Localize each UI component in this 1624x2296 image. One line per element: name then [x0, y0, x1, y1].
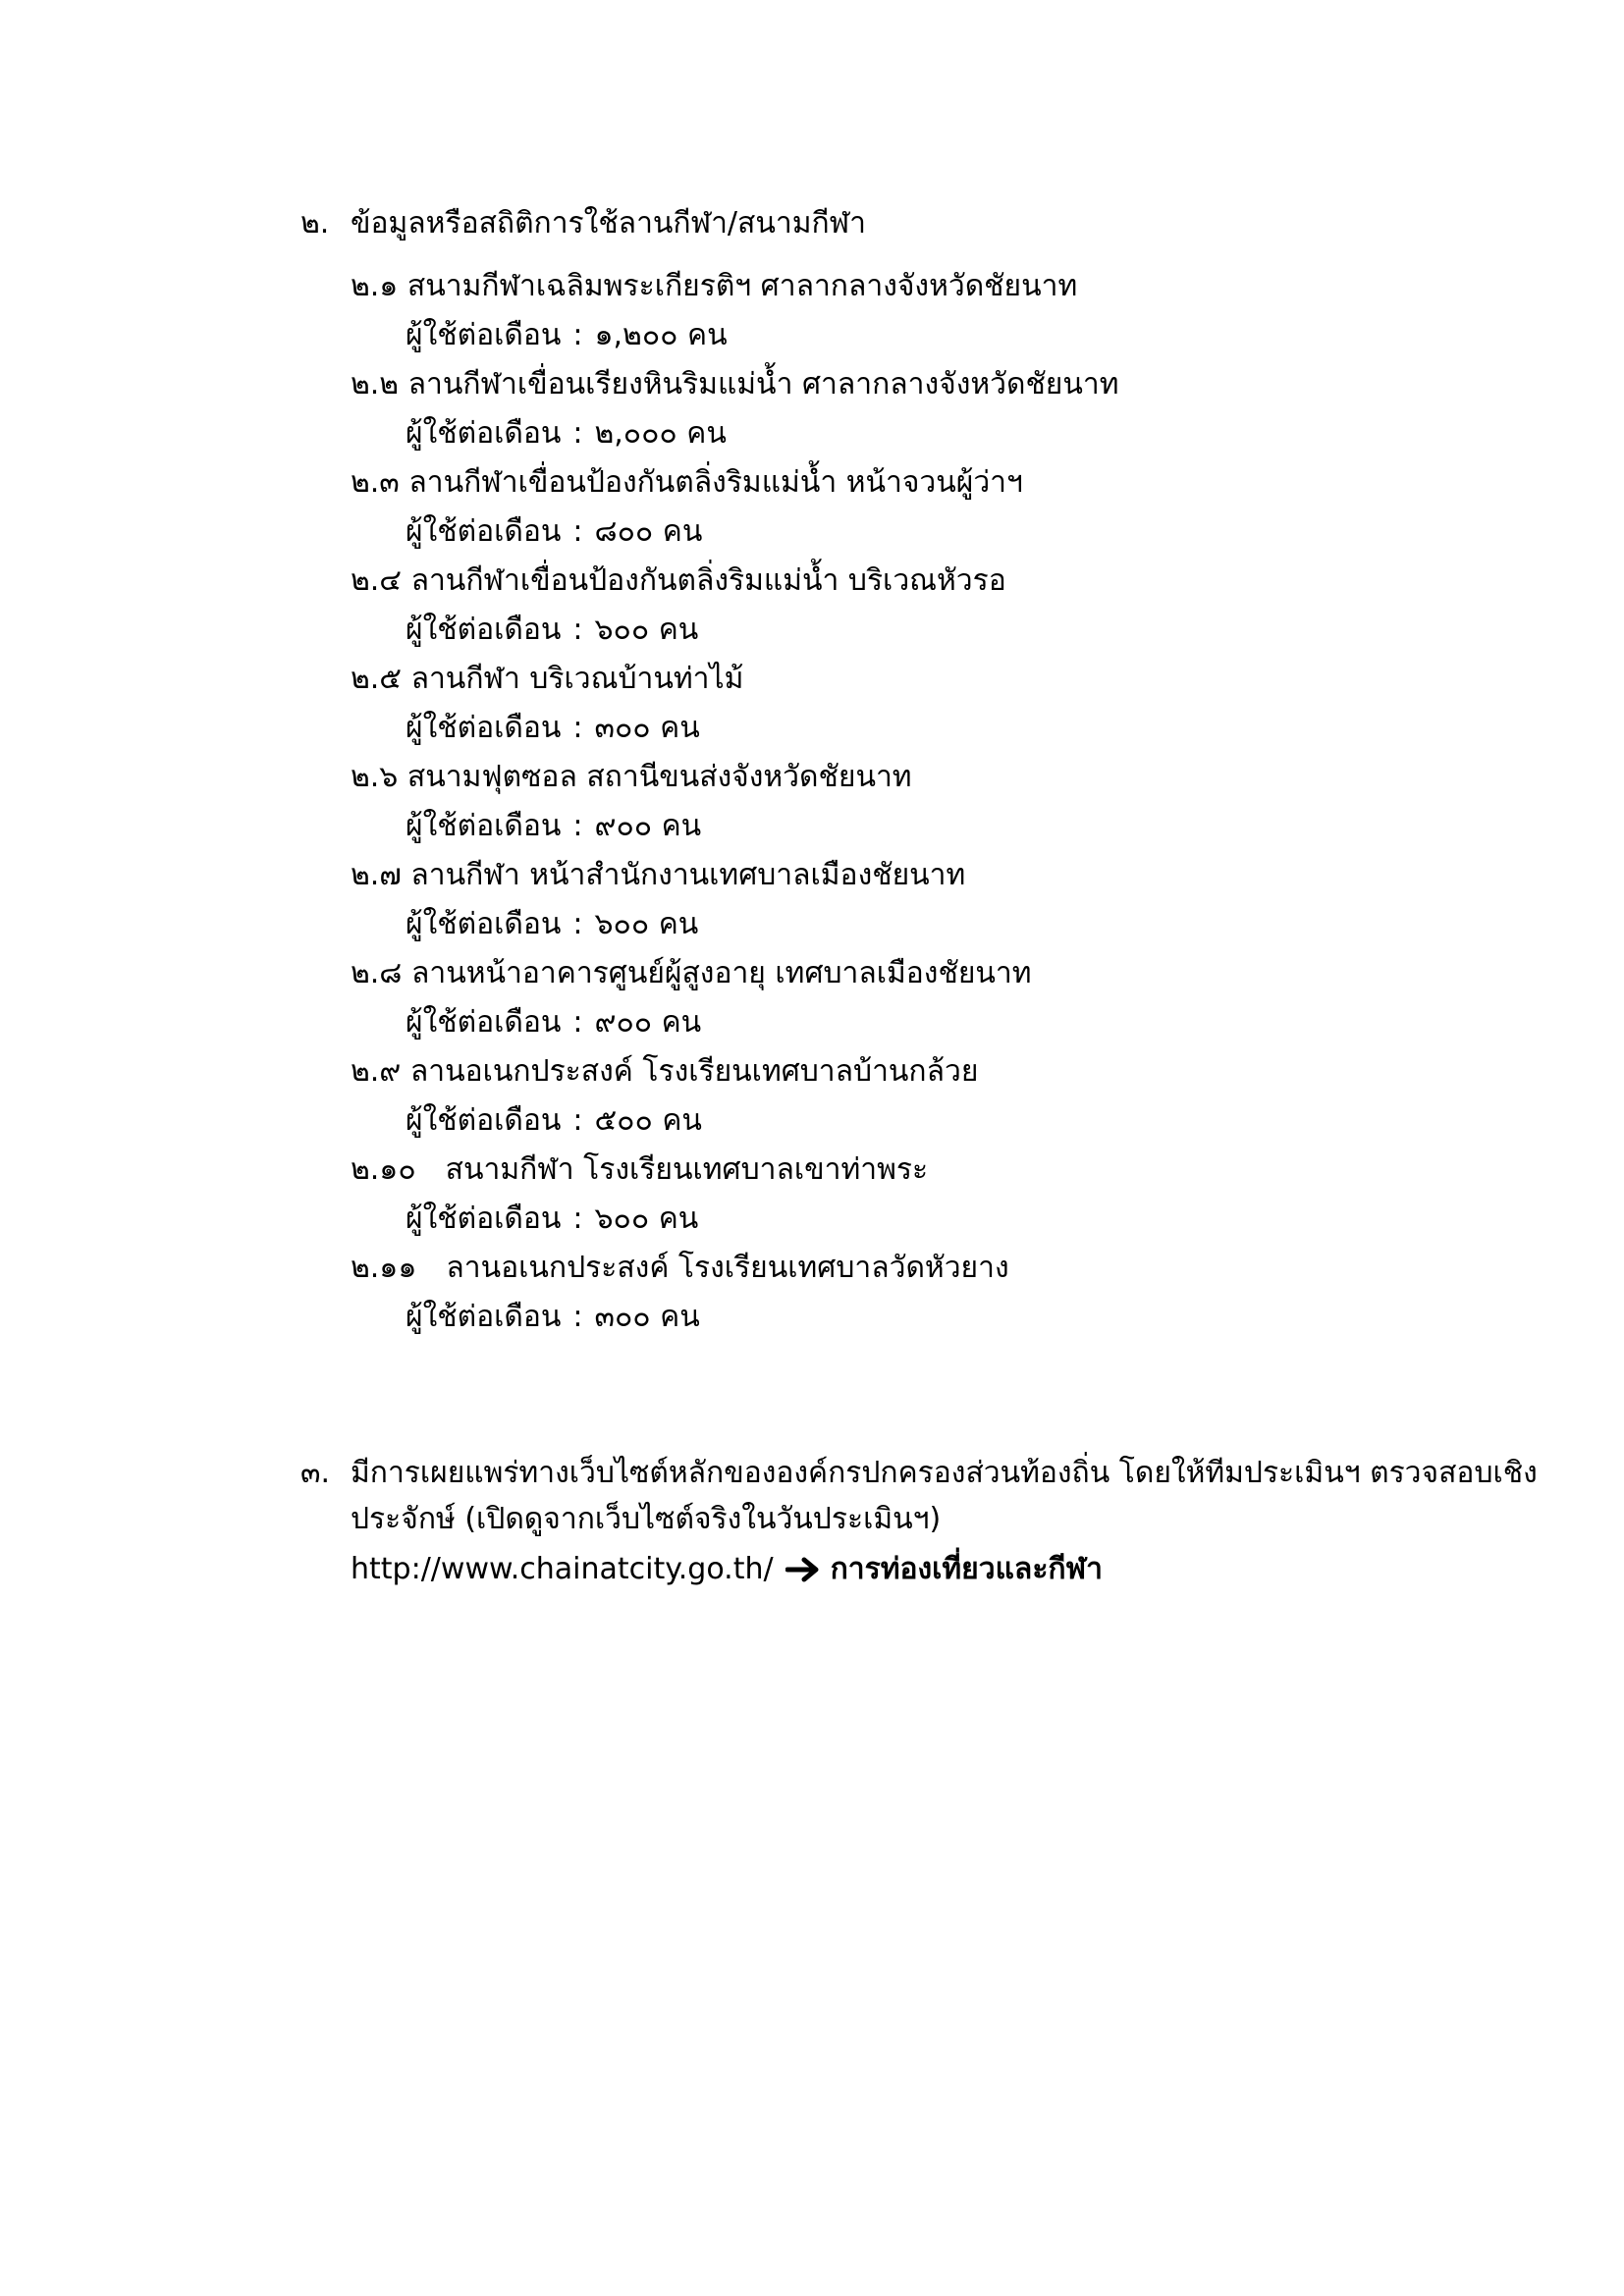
monthly-users-value: ๖๐๐ [594, 1201, 650, 1236]
monthly-users-row [406, 1298, 700, 1337]
facility-number: ๒.๓ [351, 465, 400, 500]
monthly-users-row [406, 905, 698, 944]
monthly-users-label: ผู้ใช้ต่อเดือน [406, 809, 562, 843]
monthly-users-label: ผู้ใช้ต่อเดือน [406, 711, 562, 745]
facility-number: ๒.๘ [351, 956, 403, 990]
facility-item [351, 660, 743, 699]
colon-separator: : [572, 514, 583, 549]
monthly-users-label: ผู้ใช้ต่อเดือน [406, 907, 562, 941]
colon-separator: : [572, 1005, 583, 1040]
facility-name: สนามฟุตซอล สถานีขนส่งจังหวัดชัยนาท [406, 760, 912, 794]
section-2-title: ข้อมูลหรือสถิติการใช้ลานกีฬา/สนามกีฬา [351, 206, 866, 240]
facility-number: ๒.๑๐ [351, 1152, 416, 1187]
facility-item [351, 1150, 928, 1190]
monthly-users-row [406, 1101, 702, 1141]
monthly-users-value: ๘๐๐ [594, 514, 654, 549]
colon-separator: : [572, 1103, 583, 1138]
section-2-number: ๒. [300, 206, 330, 240]
monthly-users-label: ผู้ใช้ต่อเดือน [406, 1103, 562, 1138]
facility-name: ลานกีฬา บริเวณบ้านท่าไม้ [410, 662, 744, 696]
monthly-users-value: ๑,๒๐๐ [594, 318, 678, 352]
facility-number: ๒.๒ [351, 367, 400, 401]
website-url[interactable]: http://www.chainatcity.go.th/ [351, 1552, 774, 1586]
colon-separator: : [572, 1300, 583, 1334]
section-3-number: ๓. [300, 1456, 331, 1490]
monthly-users-row [406, 414, 727, 454]
colon-separator: : [572, 1201, 583, 1236]
facility-name: ลานกีฬาเขื่อนเรียงหินริมแม่น้ำ ศาลากลางจังหวัดชัยนาท [407, 367, 1119, 401]
monthly-users-unit: คน [662, 1103, 702, 1138]
monthly-users-row [406, 316, 728, 355]
monthly-users-row [406, 807, 701, 846]
colon-separator: : [572, 613, 583, 647]
facility-item [351, 1249, 1009, 1288]
monthly-users-value: ๙๐๐ [594, 1005, 653, 1040]
facility-name: สนามกีฬา โรงเรียนเทศบาลเขาท่าพระ [445, 1152, 929, 1187]
section-3-line-1: มีการเผยแพร่ทางเว็บไซต์หลักขององค์กรปกครองส่วนท้องถิ่น โดยให้ทีมประเมินฯ ตรวจสอบเชิง [351, 1456, 1538, 1490]
monthly-users-value: ๒,๐๐๐ [594, 416, 677, 451]
monthly-users-label: ผู้ใช้ต่อเดือน [406, 1300, 562, 1334]
monthly-users-unit: คน [661, 1005, 702, 1040]
facility-item [351, 1052, 978, 1092]
section-3-line-2: ประจักษ์ (เปิดดูจากเว็บไซต์จริงในวันประเมินฯ) [351, 1502, 942, 1536]
monthly-users-value: ๕๐๐ [594, 1103, 653, 1138]
monthly-users-label: ผู้ใช้ต่อเดือน [406, 1005, 562, 1040]
monthly-users-unit: คน [686, 416, 727, 451]
monthly-users-value: ๙๐๐ [594, 809, 653, 843]
facility-number: ๒.๔ [351, 563, 403, 598]
monthly-users-value: ๓๐๐ [594, 1300, 651, 1334]
facility-number: ๒.๑๑ [351, 1251, 417, 1285]
monthly-users-label: ผู้ใช้ต่อเดือน [406, 514, 562, 549]
facility-item [351, 758, 912, 797]
colon-separator: : [572, 416, 583, 451]
facility-name: ลานกีฬาเขื่อนป้องกันตลิ่งริมแม่น้ำ หน้าจวนผู้ว่าฯ [408, 465, 1023, 500]
website-reference [351, 1550, 1103, 1589]
facility-name: ลานหน้าอาคารศูนย์ผู้สูงอายุ เทศบาลเมืองชัยนาท [411, 956, 1032, 990]
facility-number: ๒.๖ [351, 760, 399, 794]
facility-number: ๒.๑ [351, 269, 399, 303]
monthly-users-unit: คน [658, 907, 699, 941]
facility-name: ลานกีฬาเขื่อนป้องกันตลิ่งริมแม่น้ำ บริเวณหัวรอ [410, 563, 1006, 598]
monthly-users-value: ๓๐๐ [594, 711, 651, 745]
monthly-users-label: ผู้ใช้ต่อเดือน [406, 318, 562, 352]
monthly-users-row [406, 512, 702, 552]
monthly-users-row [406, 1200, 698, 1239]
facility-number: ๒.๙ [351, 1054, 402, 1089]
monthly-users-unit: คน [662, 514, 703, 549]
monthly-users-unit: คน [660, 711, 700, 745]
monthly-users-unit: คน [660, 1300, 700, 1334]
monthly-users-unit: คน [658, 613, 699, 647]
monthly-users-label: ผู้ใช้ต่อเดือน [406, 613, 562, 647]
tourism-sports-link[interactable]: การท่องเที่ยวและกีฬา [830, 1552, 1103, 1586]
colon-separator: : [572, 318, 583, 352]
monthly-users-value: ๖๐๐ [594, 907, 650, 941]
facility-name: ลานกีฬา หน้าสำนักงานเทศบาลเมืองชัยนาท [410, 858, 966, 892]
monthly-users-row [406, 709, 700, 748]
facility-name: ลานอเนกประสงค์ โรงเรียนเทศบาลวัดหัวยาง [446, 1251, 1009, 1285]
monthly-users-value: ๖๐๐ [594, 613, 650, 647]
monthly-users-row [406, 1003, 701, 1042]
facility-name: สนามกีฬาเฉลิมพระเกียรติฯ ศาลากลางจังหวัดชัยนาท [406, 269, 1078, 303]
monthly-users-unit: คน [687, 318, 728, 352]
monthly-users-label: ผู้ใช้ต่อเดือน [406, 1201, 562, 1236]
facility-item [351, 856, 965, 895]
facility-number: ๒.๗ [351, 858, 402, 892]
monthly-users-row [406, 611, 698, 650]
monthly-users-label: ผู้ใช้ต่อเดือน [406, 416, 562, 451]
colon-separator: : [572, 809, 583, 843]
facility-name: ลานอเนกประสงค์ โรงเรียนเทศบาลบ้านกล้วย [409, 1054, 979, 1089]
facility-item [351, 954, 1032, 993]
right-arrow-icon [785, 1557, 821, 1582]
facility-number: ๒.๕ [351, 662, 403, 696]
monthly-users-unit: คน [658, 1201, 699, 1236]
monthly-users-unit: คน [661, 809, 702, 843]
facility-item [351, 561, 1006, 601]
facility-item [351, 365, 1119, 404]
facility-item [351, 463, 1023, 503]
colon-separator: : [572, 711, 583, 745]
facility-item [351, 267, 1077, 306]
colon-separator: : [572, 907, 583, 941]
